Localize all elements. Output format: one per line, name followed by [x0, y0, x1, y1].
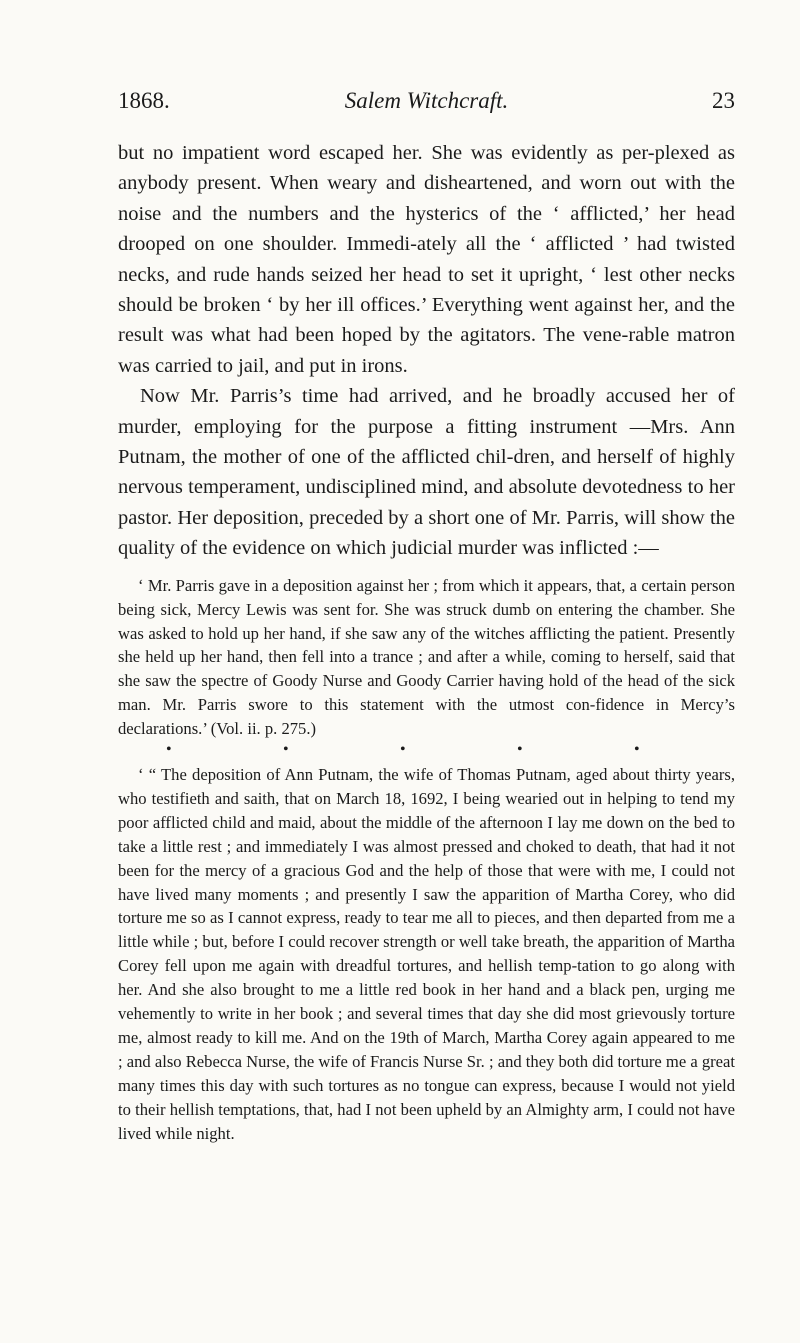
- ellipsis-mark: •: [283, 741, 289, 759]
- page-number: 23: [712, 88, 735, 113]
- ellipsis-mark: •: [166, 741, 172, 759]
- quoted-extract: ‘ Mr. Parris gave in a deposition against her ; from which it appears, that, a certain person being sick, Mercy Lewis was sent for. She was struck dumb on entering the chamber. She was asked to hold up her hand, if she saw any of the witches afflicting the patient. Presently she held up her hand, then fell into a trance ; and after a while, coming to herself, said that she saw the spectre of Goody Nurse and Goody Carrier having hold of the head of the sick man. Mr. Parris swore to this statement with the utmost con-fidence in Mercy’s declarations.’ (Vol. ii. p. 275.): [118, 575, 735, 739]
- running-head: [118, 88, 735, 118]
- header-year: 1868.: [118, 88, 170, 113]
- ellipsis-stars: [118, 741, 735, 761]
- paragraph: Now Mr. Parris’s time had arrived, and he broadly accused her of murder, employing for the purpose a fitting instrument —Mrs. Ann Putnam, the mother of one of the afflicted chil-dren, and herself of highly nervous temperament, undisciplined mind, and absolute devotedness to her pastor. Her deposition, preceded by a short one of Mr. Parris, will show the quality of the evidence on which judicial murder was inflicted :—: [118, 385, 735, 560]
- paragraph: but no impatient word escaped her. She was evidently as per-plexed as anybody present. When weary and disheartened, and worn out with the noise and the numbers and the hysterics of the ‘ afflicted,’ her head drooped on one shoulder. Immedi-ately all the ‘ afflicted ’ had twisted necks, and rude hands seized her head to set it upright, ‘ lest other necks should be broken ‘ by her ill offices.’ Everything went against her, and the result was what had been hoped by the agitators. The vene-rable matron was carried to jail, and put in irons.: [118, 142, 735, 377]
- ellipsis-mark: •: [400, 741, 406, 759]
- ellipsis-mark: •: [517, 741, 523, 759]
- quoted-deposition: ‘ “ The deposition of Ann Putnam, the wife of Thomas Putnam, aged about thirty years, who testifieth and saith, that on March 18, 1692, I being wearied out in helping to tend my poor afflicted child and maid, about the middle of the afternoon I lay me down on the bed to take a little rest ; and immediately I was almost pressed and choked to death, that had it not been for the mercy of a gracious God and the help of those that were with me, I could not have lived many moments ; and presently I saw the apparition of Martha Corey, who did torture me so as I cannot express, ready to tear me all to pieces, and then departed from me a little while ; but, before I could recover strength or well take breath, the apparition of Martha Corey fell upon me again with dreadful tortures, and hellish temp-tation to go along with her. And she also brought to me a little red book in her hand and a black pen, urging me vehemently to write in her book ; and several times that day she did most grievously torture me, almost ready to kill me. And on the 19th of March, Martha Corey again appeared to me ; and also Rebecca Nurse, the wife of Francis Nurse Sr. ; and they both did torture me a great many times this day with such tortures as no tongue can express, because I would not yield to their hellish temptations, that, had I not been upheld by an Almighty arm, I could not have lived while night.: [118, 765, 736, 1143]
- ellipsis-mark: •: [634, 741, 640, 759]
- page-body: [118, 138, 735, 1146]
- header-title: Salem Witchcraft.: [344, 88, 509, 113]
